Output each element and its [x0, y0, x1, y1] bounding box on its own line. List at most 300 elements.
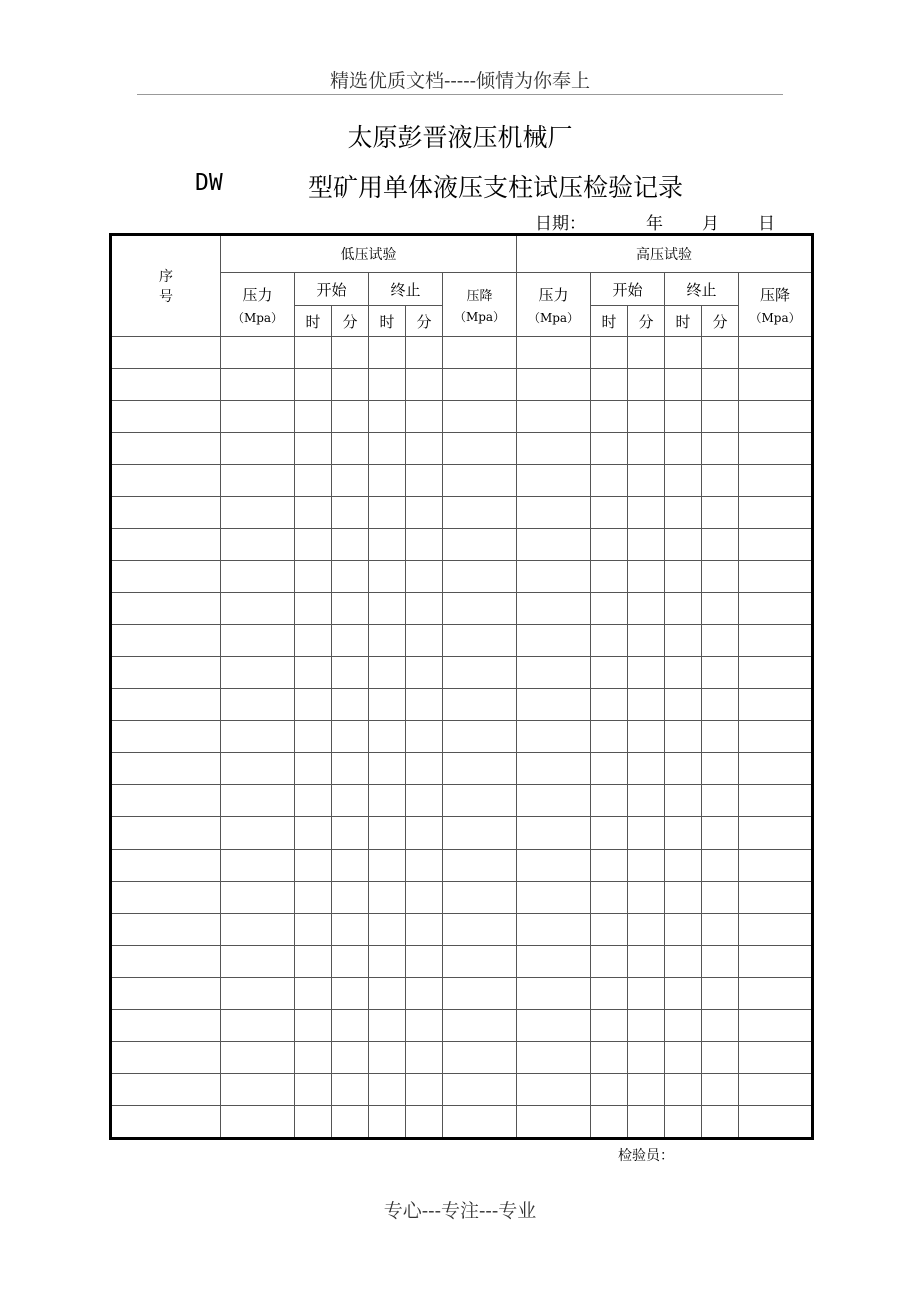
table-cell[interactable] [665, 465, 702, 497]
table-cell[interactable] [406, 817, 443, 849]
table-cell[interactable] [332, 721, 369, 753]
table-cell[interactable] [517, 529, 591, 561]
table-cell[interactable] [443, 1073, 517, 1105]
table-cell[interactable] [221, 337, 295, 369]
table-cell[interactable] [591, 561, 628, 593]
table-cell[interactable] [739, 337, 813, 369]
table-cell[interactable] [739, 1009, 813, 1041]
table-cell[interactable] [221, 785, 295, 817]
table-cell[interactable] [406, 721, 443, 753]
table-cell[interactable] [628, 337, 665, 369]
table-cell[interactable] [443, 657, 517, 689]
table-cell[interactable] [591, 465, 628, 497]
table-cell[interactable] [221, 721, 295, 753]
table-cell[interactable] [111, 689, 221, 721]
table-cell[interactable] [702, 401, 739, 433]
table-cell[interactable] [628, 817, 665, 849]
table-cell[interactable] [628, 401, 665, 433]
table-cell[interactable] [591, 433, 628, 465]
table-cell[interactable] [332, 497, 369, 529]
table-cell[interactable] [591, 497, 628, 529]
table-cell[interactable] [406, 497, 443, 529]
table-cell[interactable] [369, 1009, 406, 1041]
table-cell[interactable] [665, 977, 702, 1009]
table-cell[interactable] [517, 849, 591, 881]
table-cell[interactable] [369, 625, 406, 657]
table-cell[interactable] [221, 849, 295, 881]
table-cell[interactable] [591, 657, 628, 689]
table-cell[interactable] [369, 945, 406, 977]
table-cell[interactable] [591, 529, 628, 561]
table-cell[interactable] [591, 849, 628, 881]
table-cell[interactable] [702, 1009, 739, 1041]
table-cell[interactable] [517, 561, 591, 593]
table-cell[interactable] [628, 369, 665, 401]
table-cell[interactable] [332, 817, 369, 849]
table-cell[interactable] [628, 689, 665, 721]
table-cell[interactable] [628, 561, 665, 593]
table-cell[interactable] [665, 1041, 702, 1073]
table-cell[interactable] [221, 625, 295, 657]
table-cell[interactable] [406, 529, 443, 561]
table-cell[interactable] [628, 593, 665, 625]
table-cell[interactable] [702, 913, 739, 945]
table-cell[interactable] [111, 497, 221, 529]
table-cell[interactable] [739, 1105, 813, 1138]
table-cell[interactable] [517, 881, 591, 913]
table-cell[interactable] [739, 881, 813, 913]
table-cell[interactable] [295, 497, 332, 529]
table-cell[interactable] [517, 593, 591, 625]
table-cell[interactable] [369, 785, 406, 817]
table-cell[interactable] [369, 401, 406, 433]
table-cell[interactable] [369, 849, 406, 881]
table-cell[interactable] [332, 401, 369, 433]
table-cell[interactable] [665, 849, 702, 881]
table-cell[interactable] [369, 337, 406, 369]
table-cell[interactable] [221, 1105, 295, 1138]
table-cell[interactable] [406, 913, 443, 945]
table-cell[interactable] [591, 977, 628, 1009]
table-cell[interactable] [406, 433, 443, 465]
table-cell[interactable] [702, 657, 739, 689]
table-cell[interactable] [369, 977, 406, 1009]
table-cell[interactable] [628, 1105, 665, 1138]
table-cell[interactable] [517, 785, 591, 817]
table-cell[interactable] [111, 785, 221, 817]
table-cell[interactable] [406, 785, 443, 817]
table-cell[interactable] [665, 785, 702, 817]
table-cell[interactable] [295, 1105, 332, 1138]
table-cell[interactable] [369, 817, 406, 849]
table-cell[interactable] [665, 497, 702, 529]
table-cell[interactable] [665, 433, 702, 465]
table-cell[interactable] [739, 913, 813, 945]
table-cell[interactable] [517, 977, 591, 1009]
table-cell[interactable] [739, 433, 813, 465]
table-cell[interactable] [295, 529, 332, 561]
table-cell[interactable] [111, 817, 221, 849]
table-cell[interactable] [369, 561, 406, 593]
table-cell[interactable] [665, 369, 702, 401]
table-cell[interactable] [332, 945, 369, 977]
table-cell[interactable] [111, 561, 221, 593]
table-cell[interactable] [702, 337, 739, 369]
table-cell[interactable] [111, 369, 221, 401]
table-cell[interactable] [295, 721, 332, 753]
table-cell[interactable] [369, 721, 406, 753]
table-cell[interactable] [739, 785, 813, 817]
table-cell[interactable] [702, 977, 739, 1009]
table-cell[interactable] [739, 1073, 813, 1105]
table-cell[interactable] [406, 753, 443, 785]
table-cell[interactable] [665, 625, 702, 657]
table-cell[interactable] [628, 849, 665, 881]
table-cell[interactable] [111, 465, 221, 497]
table-cell[interactable] [111, 337, 221, 369]
table-cell[interactable] [221, 1009, 295, 1041]
table-cell[interactable] [591, 1009, 628, 1041]
table-cell[interactable] [332, 1105, 369, 1138]
table-cell[interactable] [369, 1073, 406, 1105]
table-cell[interactable] [221, 369, 295, 401]
table-cell[interactable] [221, 401, 295, 433]
table-cell[interactable] [591, 753, 628, 785]
table-cell[interactable] [369, 593, 406, 625]
table-cell[interactable] [332, 657, 369, 689]
table-cell[interactable] [332, 561, 369, 593]
table-cell[interactable] [295, 785, 332, 817]
table-cell[interactable] [332, 529, 369, 561]
table-cell[interactable] [739, 753, 813, 785]
table-cell[interactable] [221, 497, 295, 529]
table-cell[interactable] [111, 657, 221, 689]
table-cell[interactable] [739, 401, 813, 433]
table-cell[interactable] [517, 337, 591, 369]
table-cell[interactable] [221, 689, 295, 721]
table-cell[interactable] [111, 1041, 221, 1073]
table-cell[interactable] [628, 913, 665, 945]
table-cell[interactable] [295, 561, 332, 593]
table-cell[interactable] [665, 689, 702, 721]
table-cell[interactable] [665, 753, 702, 785]
table-cell[interactable] [665, 945, 702, 977]
table-cell[interactable] [665, 593, 702, 625]
table-cell[interactable] [332, 593, 369, 625]
table-cell[interactable] [406, 401, 443, 433]
table-cell[interactable] [591, 945, 628, 977]
table-cell[interactable] [517, 1009, 591, 1041]
table-cell[interactable] [443, 849, 517, 881]
table-cell[interactable] [517, 465, 591, 497]
table-cell[interactable] [295, 337, 332, 369]
table-cell[interactable] [739, 369, 813, 401]
table-cell[interactable] [443, 593, 517, 625]
table-cell[interactable] [591, 913, 628, 945]
table-cell[interactable] [739, 561, 813, 593]
table-cell[interactable] [332, 465, 369, 497]
table-cell[interactable] [739, 977, 813, 1009]
table-cell[interactable] [665, 1105, 702, 1138]
table-cell[interactable] [332, 785, 369, 817]
table-cell[interactable] [628, 977, 665, 1009]
table-cell[interactable] [221, 913, 295, 945]
table-cell[interactable] [739, 721, 813, 753]
table-cell[interactable] [443, 497, 517, 529]
table-cell[interactable] [369, 753, 406, 785]
table-cell[interactable] [591, 593, 628, 625]
table-cell[interactable] [406, 369, 443, 401]
table-cell[interactable] [628, 1009, 665, 1041]
table-cell[interactable] [443, 977, 517, 1009]
table-cell[interactable] [295, 817, 332, 849]
table-cell[interactable] [739, 625, 813, 657]
table-cell[interactable] [591, 817, 628, 849]
table-cell[interactable] [591, 881, 628, 913]
table-cell[interactable] [295, 945, 332, 977]
table-cell[interactable] [702, 881, 739, 913]
table-cell[interactable] [221, 1041, 295, 1073]
table-cell[interactable] [739, 817, 813, 849]
table-cell[interactable] [295, 433, 332, 465]
table-cell[interactable] [591, 1073, 628, 1105]
table-cell[interactable] [111, 1073, 221, 1105]
table-cell[interactable] [332, 753, 369, 785]
table-cell[interactable] [295, 593, 332, 625]
table-cell[interactable] [702, 689, 739, 721]
table-cell[interactable] [591, 369, 628, 401]
table-cell[interactable] [332, 689, 369, 721]
table-cell[interactable] [739, 945, 813, 977]
table-cell[interactable] [517, 401, 591, 433]
table-cell[interactable] [665, 657, 702, 689]
table-cell[interactable] [443, 881, 517, 913]
table-cell[interactable] [406, 1009, 443, 1041]
table-cell[interactable] [295, 881, 332, 913]
table-cell[interactable] [739, 1041, 813, 1073]
table-cell[interactable] [517, 1105, 591, 1138]
table-cell[interactable] [369, 881, 406, 913]
table-cell[interactable] [702, 785, 739, 817]
table-cell[interactable] [628, 465, 665, 497]
table-cell[interactable] [443, 369, 517, 401]
table-cell[interactable] [443, 817, 517, 849]
table-cell[interactable] [221, 977, 295, 1009]
table-cell[interactable] [517, 817, 591, 849]
table-cell[interactable] [591, 689, 628, 721]
table-cell[interactable] [221, 881, 295, 913]
table-cell[interactable] [591, 1041, 628, 1073]
table-cell[interactable] [591, 401, 628, 433]
table-cell[interactable] [702, 1073, 739, 1105]
table-cell[interactable] [295, 753, 332, 785]
table-cell[interactable] [628, 785, 665, 817]
table-cell[interactable] [591, 785, 628, 817]
table-cell[interactable] [517, 721, 591, 753]
table-cell[interactable] [406, 593, 443, 625]
table-cell[interactable] [111, 913, 221, 945]
table-cell[interactable] [332, 337, 369, 369]
table-cell[interactable] [739, 689, 813, 721]
table-cell[interactable] [406, 657, 443, 689]
table-cell[interactable] [406, 977, 443, 1009]
table-cell[interactable] [295, 401, 332, 433]
table-cell[interactable] [221, 529, 295, 561]
table-cell[interactable] [332, 1009, 369, 1041]
table-cell[interactable] [665, 913, 702, 945]
table-cell[interactable] [406, 465, 443, 497]
table-cell[interactable] [517, 753, 591, 785]
table-cell[interactable] [443, 1009, 517, 1041]
table-cell[interactable] [111, 1105, 221, 1138]
table-cell[interactable] [406, 561, 443, 593]
table-cell[interactable] [295, 1073, 332, 1105]
table-cell[interactable] [517, 433, 591, 465]
table-cell[interactable] [111, 753, 221, 785]
table-cell[interactable] [702, 433, 739, 465]
table-cell[interactable] [628, 1041, 665, 1073]
table-cell[interactable] [665, 1073, 702, 1105]
table-cell[interactable] [739, 497, 813, 529]
table-cell[interactable] [406, 881, 443, 913]
table-cell[interactable] [443, 401, 517, 433]
table-cell[interactable] [111, 945, 221, 977]
table-cell[interactable] [295, 1009, 332, 1041]
table-cell[interactable] [332, 977, 369, 1009]
table-cell[interactable] [332, 369, 369, 401]
table-cell[interactable] [591, 721, 628, 753]
table-cell[interactable] [702, 369, 739, 401]
table-cell[interactable] [295, 1041, 332, 1073]
table-cell[interactable] [665, 337, 702, 369]
table-cell[interactable] [443, 465, 517, 497]
table-cell[interactable] [702, 529, 739, 561]
table-cell[interactable] [332, 1073, 369, 1105]
table-cell[interactable] [665, 1009, 702, 1041]
table-cell[interactable] [628, 657, 665, 689]
table-cell[interactable] [702, 625, 739, 657]
table-cell[interactable] [406, 1073, 443, 1105]
table-cell[interactable] [111, 1009, 221, 1041]
table-cell[interactable] [295, 369, 332, 401]
table-cell[interactable] [739, 529, 813, 561]
table-cell[interactable] [406, 337, 443, 369]
table-cell[interactable] [443, 689, 517, 721]
table-cell[interactable] [369, 433, 406, 465]
table-cell[interactable] [702, 753, 739, 785]
table-cell[interactable] [517, 945, 591, 977]
table-cell[interactable] [111, 881, 221, 913]
table-cell[interactable] [628, 721, 665, 753]
table-cell[interactable] [221, 1073, 295, 1105]
table-cell[interactable] [369, 689, 406, 721]
table-cell[interactable] [628, 433, 665, 465]
table-cell[interactable] [628, 753, 665, 785]
table-cell[interactable] [665, 529, 702, 561]
table-cell[interactable] [517, 369, 591, 401]
table-cell[interactable] [295, 689, 332, 721]
table-cell[interactable] [517, 497, 591, 529]
table-cell[interactable] [111, 401, 221, 433]
table-cell[interactable] [369, 657, 406, 689]
table-cell[interactable] [702, 497, 739, 529]
table-cell[interactable] [517, 1073, 591, 1105]
table-cell[interactable] [295, 657, 332, 689]
table-cell[interactable] [221, 593, 295, 625]
table-cell[interactable] [443, 945, 517, 977]
table-cell[interactable] [702, 593, 739, 625]
table-cell[interactable] [443, 337, 517, 369]
table-cell[interactable] [369, 1041, 406, 1073]
table-cell[interactable] [295, 913, 332, 945]
table-cell[interactable] [369, 1105, 406, 1138]
table-cell[interactable] [517, 625, 591, 657]
table-cell[interactable] [628, 881, 665, 913]
table-cell[interactable] [702, 721, 739, 753]
table-cell[interactable] [702, 1105, 739, 1138]
table-cell[interactable] [702, 849, 739, 881]
table-cell[interactable] [332, 849, 369, 881]
table-cell[interactable] [295, 625, 332, 657]
table-cell[interactable] [221, 561, 295, 593]
table-cell[interactable] [517, 1041, 591, 1073]
table-cell[interactable] [221, 753, 295, 785]
table-cell[interactable] [739, 657, 813, 689]
table-cell[interactable] [332, 625, 369, 657]
table-cell[interactable] [221, 433, 295, 465]
table-cell[interactable] [628, 945, 665, 977]
table-cell[interactable] [111, 433, 221, 465]
table-cell[interactable] [443, 1041, 517, 1073]
table-cell[interactable] [369, 913, 406, 945]
table-cell[interactable] [332, 881, 369, 913]
table-cell[interactable] [369, 369, 406, 401]
table-cell[interactable] [111, 977, 221, 1009]
table-cell[interactable] [111, 849, 221, 881]
table-cell[interactable] [443, 913, 517, 945]
table-cell[interactable] [628, 625, 665, 657]
table-cell[interactable] [332, 1041, 369, 1073]
table-cell[interactable] [702, 465, 739, 497]
table-cell[interactable] [702, 817, 739, 849]
table-cell[interactable] [332, 913, 369, 945]
table-cell[interactable] [295, 849, 332, 881]
table-cell[interactable] [591, 337, 628, 369]
table-cell[interactable] [702, 1041, 739, 1073]
table-cell[interactable] [628, 529, 665, 561]
table-cell[interactable] [221, 945, 295, 977]
table-cell[interactable] [739, 593, 813, 625]
table-cell[interactable] [443, 433, 517, 465]
table-cell[interactable] [443, 561, 517, 593]
table-cell[interactable] [628, 497, 665, 529]
table-cell[interactable] [295, 465, 332, 497]
table-cell[interactable] [406, 689, 443, 721]
table-cell[interactable] [665, 817, 702, 849]
table-cell[interactable] [665, 881, 702, 913]
table-cell[interactable] [739, 465, 813, 497]
table-cell[interactable] [628, 1073, 665, 1105]
table-cell[interactable] [665, 561, 702, 593]
table-cell[interactable] [591, 1105, 628, 1138]
table-cell[interactable] [591, 625, 628, 657]
table-cell[interactable] [221, 817, 295, 849]
table-cell[interactable] [111, 593, 221, 625]
table-cell[interactable] [406, 849, 443, 881]
table-cell[interactable] [443, 625, 517, 657]
table-cell[interactable] [369, 465, 406, 497]
table-cell[interactable] [111, 529, 221, 561]
